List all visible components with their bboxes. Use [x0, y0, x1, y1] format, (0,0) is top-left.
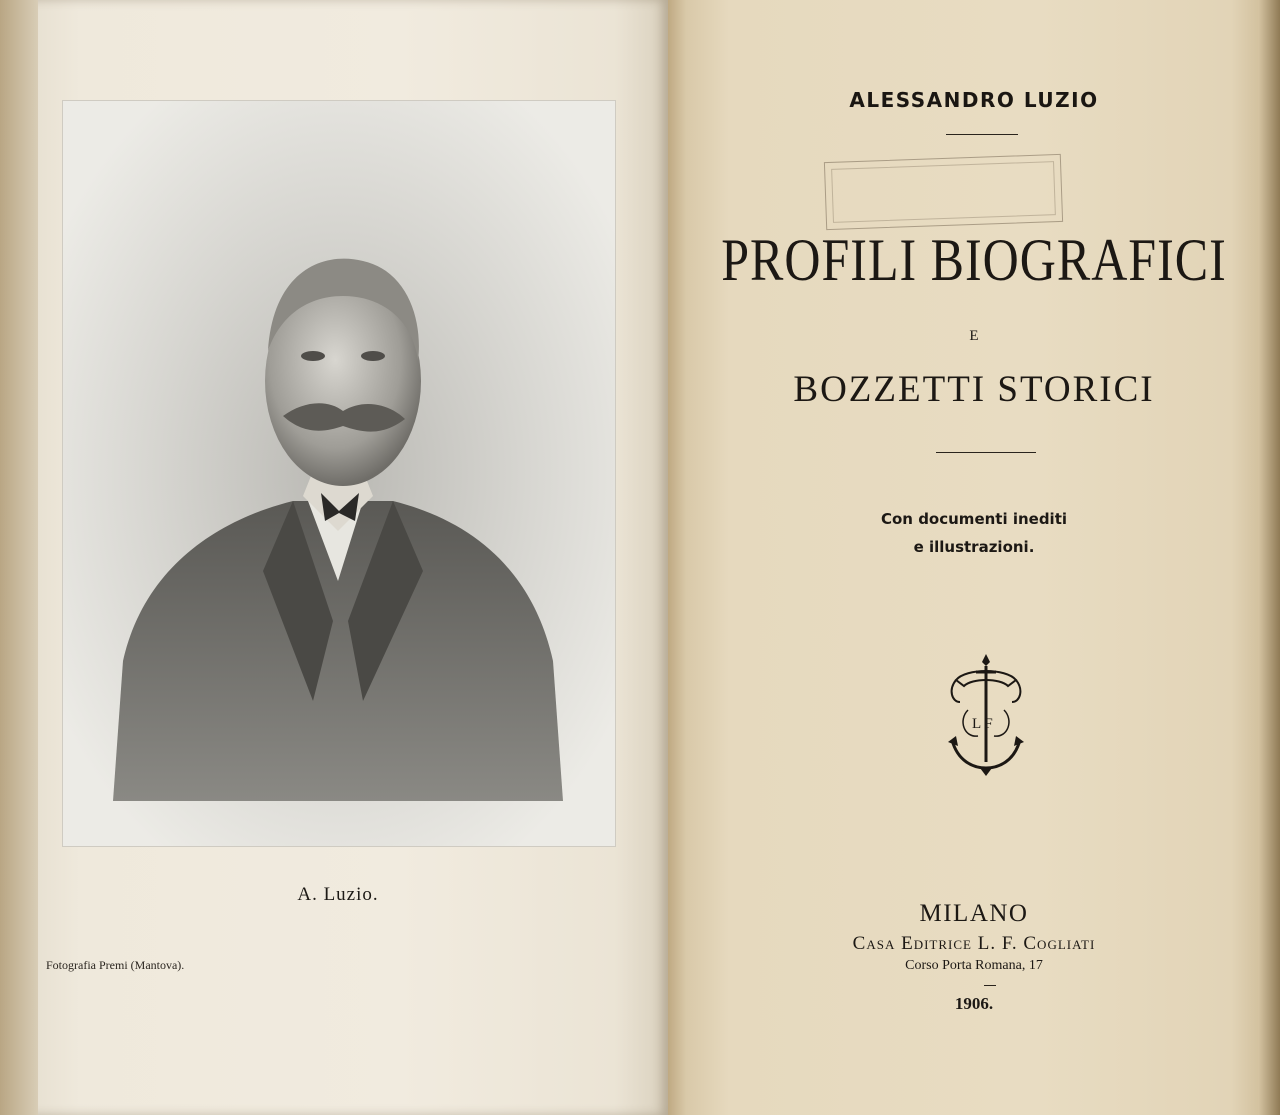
divider: [936, 452, 1036, 453]
author-name: ALESSANDRO LUZIO: [849, 88, 1099, 112]
publisher-name: Casa Editrice L. F. Cogliati: [852, 933, 1096, 954]
publication-year: 1906.: [954, 994, 994, 1013]
printer-mark-letters: L F: [972, 716, 993, 732]
portrait-plate: [62, 100, 616, 847]
divider: [984, 985, 996, 986]
publication-city: MILANO: [919, 900, 1029, 927]
publisher-address: Corso Porta Romana, 17: [905, 958, 1043, 973]
page-edge: [0, 0, 38, 1115]
subtitle-line-1: Con documenti inediti: [880, 510, 1068, 528]
portrait-caption: A. Luzio.: [297, 884, 379, 905]
divider: [946, 134, 1018, 135]
book-title: PROFILI BIOGRAFICI: [721, 226, 1227, 294]
photo-credit: Fotografia Premi (Mantova).: [46, 958, 185, 972]
book-title-second-line: BOZZETTI STORICI: [793, 369, 1155, 410]
subtitle-line-2: e illustrazioni.: [913, 538, 1035, 556]
portrait-photo: [63, 101, 615, 846]
anchor-printer-mark-icon: [938, 650, 1034, 778]
library-stamp: [824, 154, 1063, 230]
title-conjunction: E: [969, 328, 979, 344]
